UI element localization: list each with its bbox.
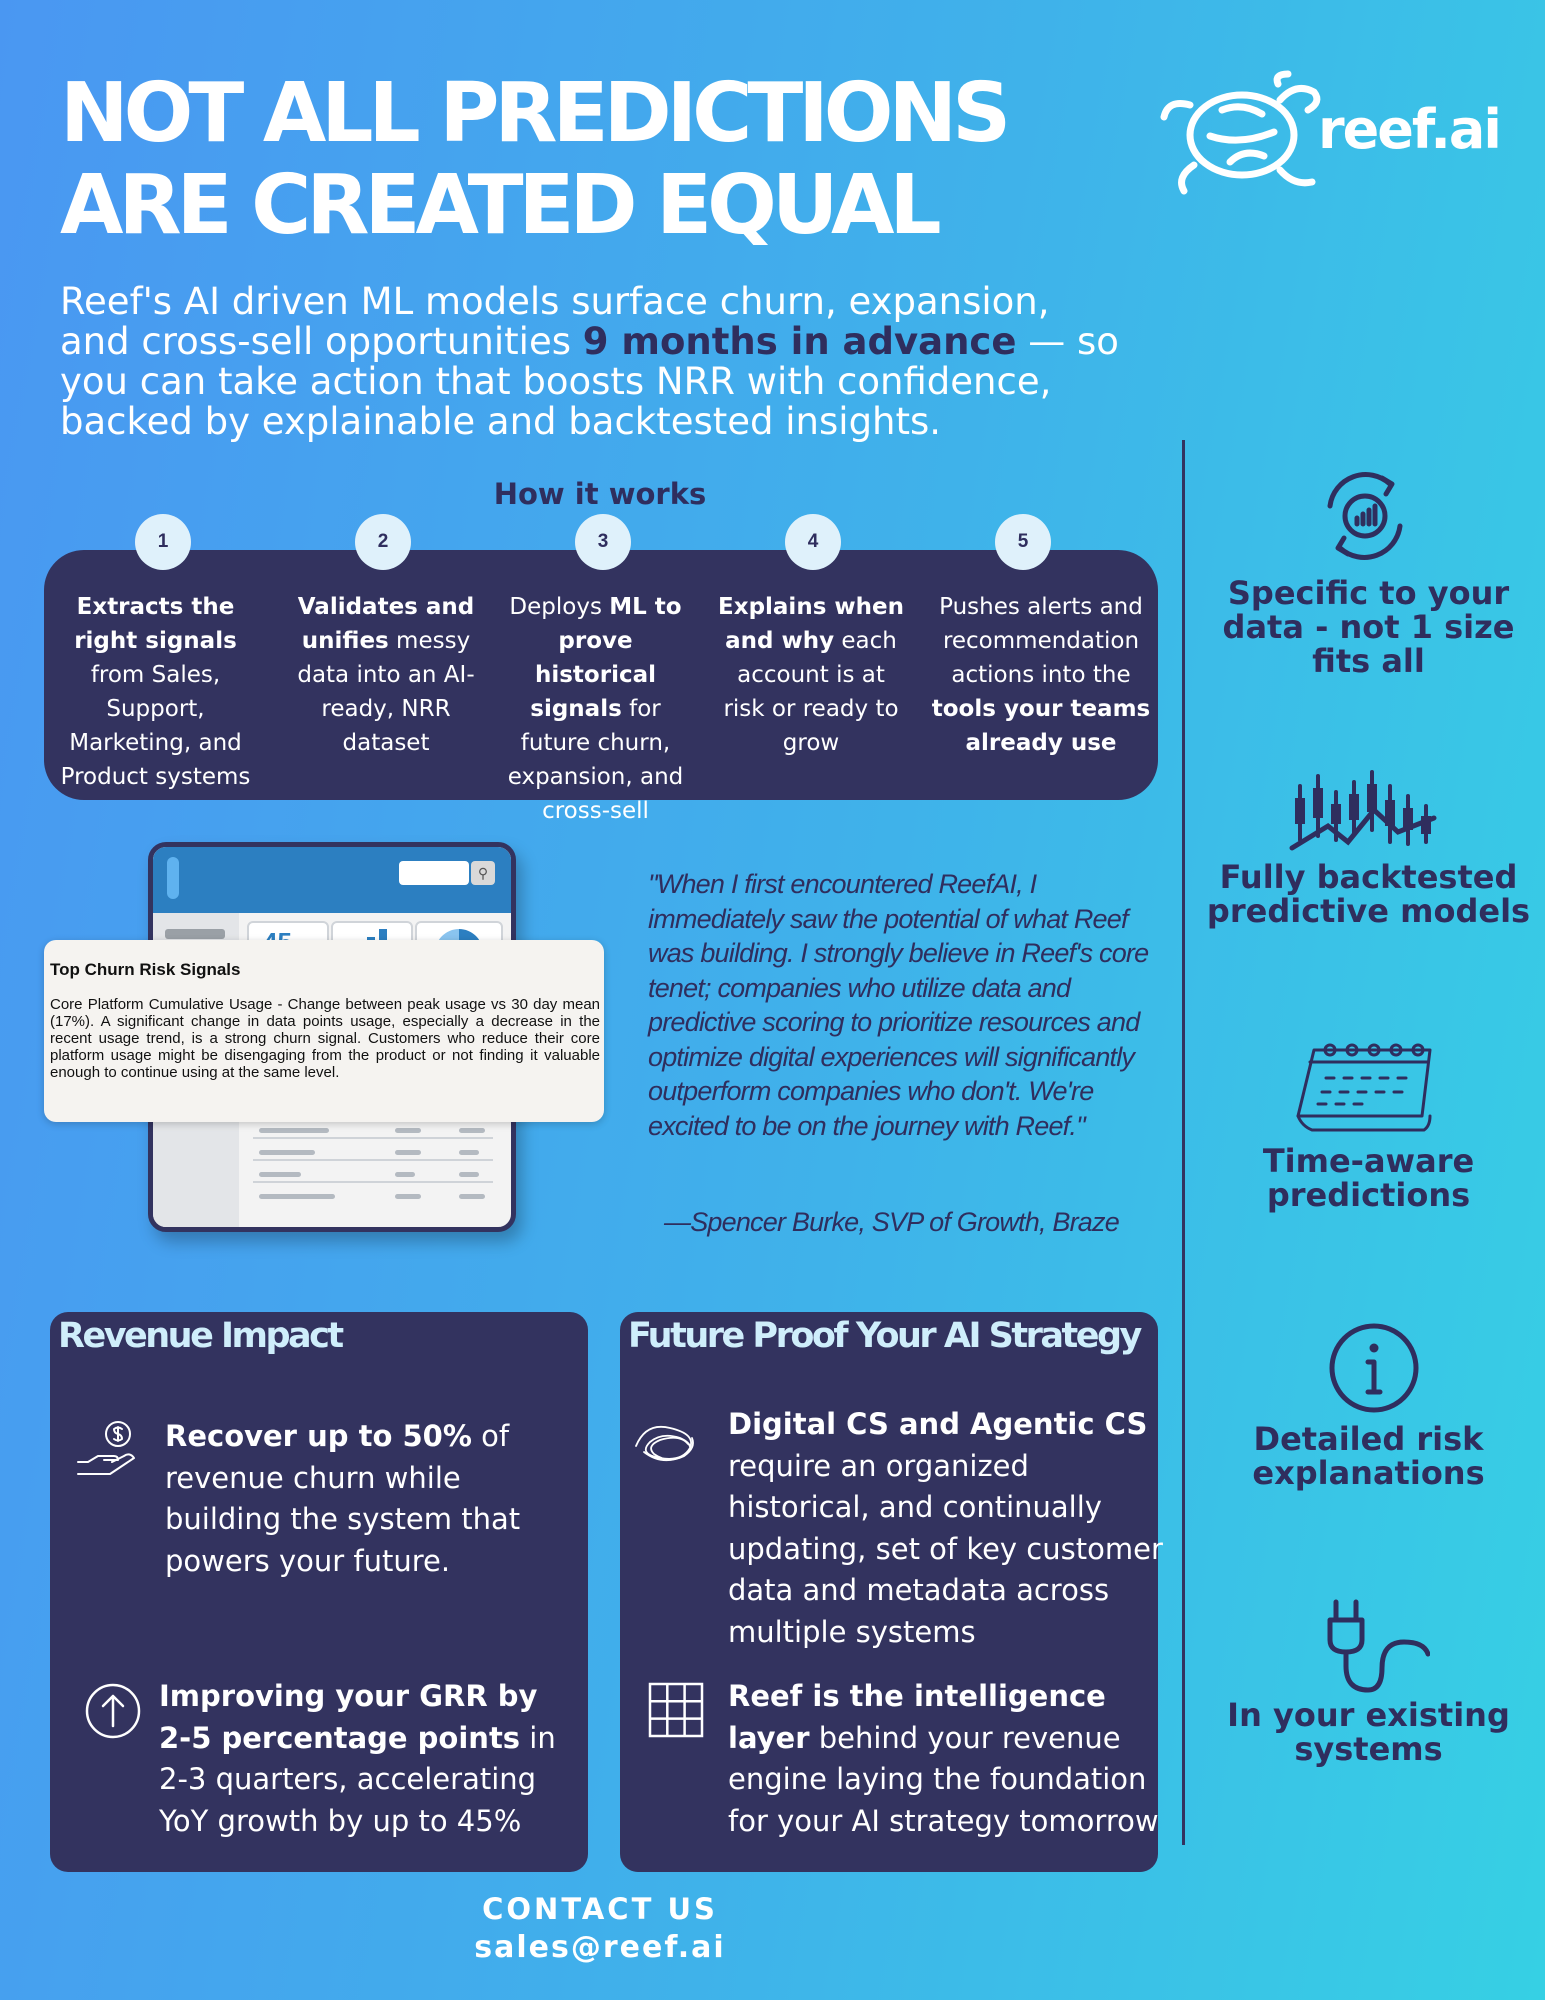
arrow-up-circle-icon: [84, 1682, 142, 1740]
logo-wordmark: reef.ai: [1318, 98, 1500, 161]
table-cell: [395, 1172, 415, 1177]
revenue-impact-title: Revenue Impact: [58, 1316, 342, 1356]
step-text-5: [925, 590, 1157, 760]
table-cell: [395, 1194, 421, 1199]
step-5-pre: Pushes alerts and recommendation actions into the: [939, 594, 1143, 688]
step-2-bold: Validates and unifies: [297, 594, 475, 654]
step-text-4: [715, 590, 907, 760]
step-text-2: [290, 590, 482, 760]
future-item-2-text: behind your revenue engine laying the foundation for your AI strategy tomorrow: [728, 1720, 1159, 1838]
step-3-pre: Deploys: [509, 594, 610, 620]
gear-chart-icon: [1310, 466, 1420, 566]
testimonial-quote: "When I first encountered ReefAI, I immediately saw the potential of what Reef was building. I strongly believe in Reef's core tenet; companies who utilize data and predictive scoring to prioritize resources and optimize digital experiences will significantly outperform companies who don't. We're excited to be on the journey with Reef.": [648, 869, 1149, 1141]
feature-label-5: In your existing systems: [1227, 1696, 1510, 1768]
step-1-text: from Sales, Support, Marketing, and Product systems: [60, 662, 251, 790]
step-number-2: 2: [355, 514, 411, 570]
intro-text-1: Reef's AI driven ML models surface churn, expansion, and cross-sell opportunities: [60, 280, 1050, 363]
sidebar-bar: [165, 929, 225, 939]
title-line-1: NOT ALL PREDICTIONS: [60, 66, 1007, 161]
step-5-bold: tools your teams already use: [931, 696, 1151, 756]
testimonial-author: —Spencer Burke, SVP of Growth, Braze: [664, 1207, 1119, 1237]
feature-label-4: Detailed risk explanations: [1252, 1420, 1485, 1492]
revenue-item-2-bold: Improving your GRR by 2-5 percentage points: [159, 1679, 538, 1755]
future-proof-title: Future Proof Your AI Strategy: [628, 1316, 1140, 1356]
revenue-item-1: [165, 1416, 585, 1582]
table-cell: [395, 1150, 421, 1155]
table-cell: [459, 1150, 479, 1155]
table-cell: [259, 1172, 301, 1177]
step-4-text: each account is at risk or ready to grow: [723, 628, 899, 756]
scribble-icon: [630, 1418, 710, 1474]
money-hand-icon: [74, 1418, 144, 1480]
table-cell: [459, 1128, 485, 1133]
grid-icon: [648, 1682, 704, 1738]
revenue-item-1-text: of revenue churn while building the system that powers your future.: [165, 1419, 521, 1578]
table-cell: [395, 1128, 421, 1133]
contact-label: CONTACT US: [482, 1892, 718, 1926]
future-item-1: [728, 1404, 1168, 1653]
intro-text-2: — so you can take action that boosts NRR with confidence, backed by explainable and backtested insights.: [60, 320, 1119, 443]
table-cell: [459, 1194, 485, 1199]
step-3-bold: ML to prove historical signals: [530, 594, 682, 722]
contact-email-link[interactable]: sales@reef.ai: [474, 1930, 726, 1965]
intro-highlight: 9 months in advance: [582, 320, 1017, 363]
title-line-2: ARE CREATED EQUAL: [60, 158, 937, 253]
table-cell: [459, 1172, 479, 1177]
future-item-1-text: require an organized historical, and continually updating, set of key customer data and metadata across multiple systems: [728, 1448, 1163, 1649]
step-text-3: [498, 590, 693, 828]
calendar-icon: [1296, 1040, 1434, 1134]
dashboard-search-input[interactable]: [399, 861, 469, 885]
future-item-2: [728, 1676, 1168, 1842]
future-item-2-bold: Reef is the intelligence layer: [728, 1679, 1106, 1755]
search-icon[interactable]: ⚲: [471, 861, 495, 885]
vertical-divider: [1182, 440, 1185, 1845]
table-line: [253, 1181, 493, 1183]
step-number-1: 1: [135, 514, 191, 570]
feature-label-3: Time-aware predictions: [1262, 1142, 1475, 1214]
how-it-works-title: How it works: [493, 477, 707, 511]
table-cell: [259, 1194, 335, 1199]
step-1-bold: Extracts the right signals: [74, 594, 237, 654]
candlestick-chart-icon: [1288, 766, 1438, 858]
info-icon: [1328, 1322, 1420, 1414]
churn-signal-popup: [44, 940, 604, 1122]
table-cell: [259, 1150, 315, 1155]
plug-icon: [1326, 1598, 1430, 1694]
popup-body: Core Platform Cumulative Usage - Change between peak usage vs 30 day mean (17%). A significant change in data points usage, especially a decrease in the recent usage trend, is a strong churn signal. Customers who reduce their core platform usage might be disengaging from the product or not finding it valuable enough to continue using at the same level.: [50, 996, 600, 1081]
revenue-item-2: [159, 1676, 579, 1842]
step-text-1: [48, 590, 263, 794]
table-cell: [259, 1128, 329, 1133]
intro-paragraph: [60, 282, 1120, 442]
popup-title: Top Churn Risk Signals: [50, 960, 241, 979]
step-number-5: 5: [995, 514, 1051, 570]
step-number-3: 3: [575, 514, 631, 570]
feature-label-2: Fully backtested predictive models: [1206, 858, 1531, 930]
revenue-item-1-bold: Recover up to 50%: [165, 1419, 472, 1453]
page-title: [60, 68, 1060, 252]
future-item-1-bold: Digital CS and Agentic CS: [728, 1407, 1148, 1441]
table-line: [253, 1137, 493, 1139]
step-3-text: for future churn, expansion, and cross-sell: [507, 696, 684, 824]
dashboard-logo-icon: [167, 857, 179, 899]
table-line: [253, 1159, 493, 1161]
feature-label-1: Specific to your data - not 1 size fits all: [1222, 574, 1515, 680]
step-4-bold: Explains when and why: [718, 594, 904, 654]
step-2-text: messy data into an AI-ready, NRR dataset: [297, 628, 475, 756]
step-number-4: 4: [785, 514, 841, 570]
revenue-item-2-text: in 2-3 quarters, accelerating YoY growth by up to 45%: [159, 1720, 556, 1838]
